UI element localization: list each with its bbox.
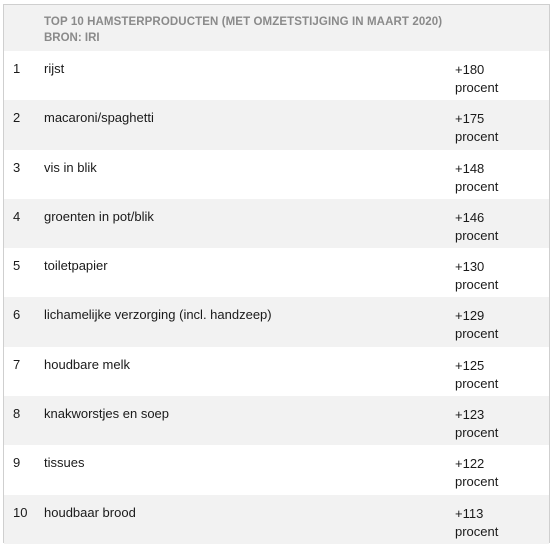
table-row [4, 396, 549, 445]
product-cell: toiletpapier [44, 258, 108, 274]
rank-cell: 1 [13, 61, 21, 76]
table-row [4, 248, 549, 297]
increase-value: +130 [455, 259, 485, 275]
product-cell: houdbare melk [44, 356, 130, 372]
ranking-table [3, 4, 550, 543]
increase-value: +122 [455, 456, 485, 472]
rank-cell: 9 [13, 455, 21, 471]
increase-cell [455, 406, 535, 442]
increase-cell [455, 61, 535, 97]
product-cell: groenten in pot/blik [44, 208, 154, 224]
product-cell: vis in blik [44, 159, 97, 175]
increase-value: +175 [455, 111, 485, 127]
table-row [4, 297, 549, 346]
product-cell: macaroni/spaghetti [44, 110, 154, 126]
table-row [4, 495, 549, 544]
table-body [4, 51, 549, 544]
increase-value: +129 [455, 308, 485, 324]
increase-unit: procent [455, 425, 499, 441]
rank-cell: 6 [13, 307, 21, 323]
increase-cell [455, 160, 535, 196]
rank-cell: 7 [13, 356, 21, 372]
table-row [4, 347, 549, 396]
increase-cell [455, 455, 535, 491]
rank-cell: 5 [13, 258, 21, 274]
product-cell: tissues [44, 455, 85, 471]
increase-value: +113 [455, 505, 484, 521]
rank-cell: 10 [13, 504, 28, 520]
table-row [4, 445, 549, 494]
increase-unit: procent [455, 375, 499, 391]
product-cell: knakworstjes en soep [44, 406, 170, 422]
increase-cell [455, 307, 535, 343]
increase-unit: procent [455, 80, 499, 95]
increase-cell [455, 110, 535, 146]
increase-unit: procent [455, 523, 499, 539]
increase-unit: procent [455, 178, 499, 194]
rank-cell: 2 [13, 110, 21, 126]
increase-cell [455, 209, 535, 245]
table-source: BRON: IRI [44, 32, 100, 44]
increase-unit: procent [455, 129, 499, 145]
table-row [4, 150, 549, 199]
increase-value: +148 [455, 160, 485, 176]
increase-value: +123 [455, 407, 485, 423]
increase-unit: procent [455, 326, 499, 342]
table-row [4, 51, 549, 100]
increase-unit: procent [455, 474, 499, 490]
table-header [4, 5, 549, 51]
table-row [4, 100, 549, 149]
table-title: TOP 10 HAMSTERPRODUCTEN (MET OMZETSTIJGING IN MAART 2020) [44, 16, 443, 28]
table-row [4, 199, 549, 248]
increase-cell [455, 505, 535, 541]
product-cell: lichamelijke verzorging (incl. handzeep) [44, 307, 272, 323]
increase-cell [455, 258, 535, 294]
increase-unit: procent [455, 277, 499, 293]
rank-cell: 4 [13, 208, 21, 224]
rank-cell: 8 [13, 406, 21, 422]
increase-cell [455, 357, 535, 393]
increase-value: +146 [455, 209, 485, 225]
rank-cell: 3 [13, 159, 21, 175]
product-cell: houdbaar brood [44, 504, 136, 520]
increase-value: +180 [455, 62, 485, 77]
increase-unit: procent [455, 227, 499, 243]
increase-value: +125 [455, 357, 485, 373]
product-cell: rijst [44, 61, 65, 76]
